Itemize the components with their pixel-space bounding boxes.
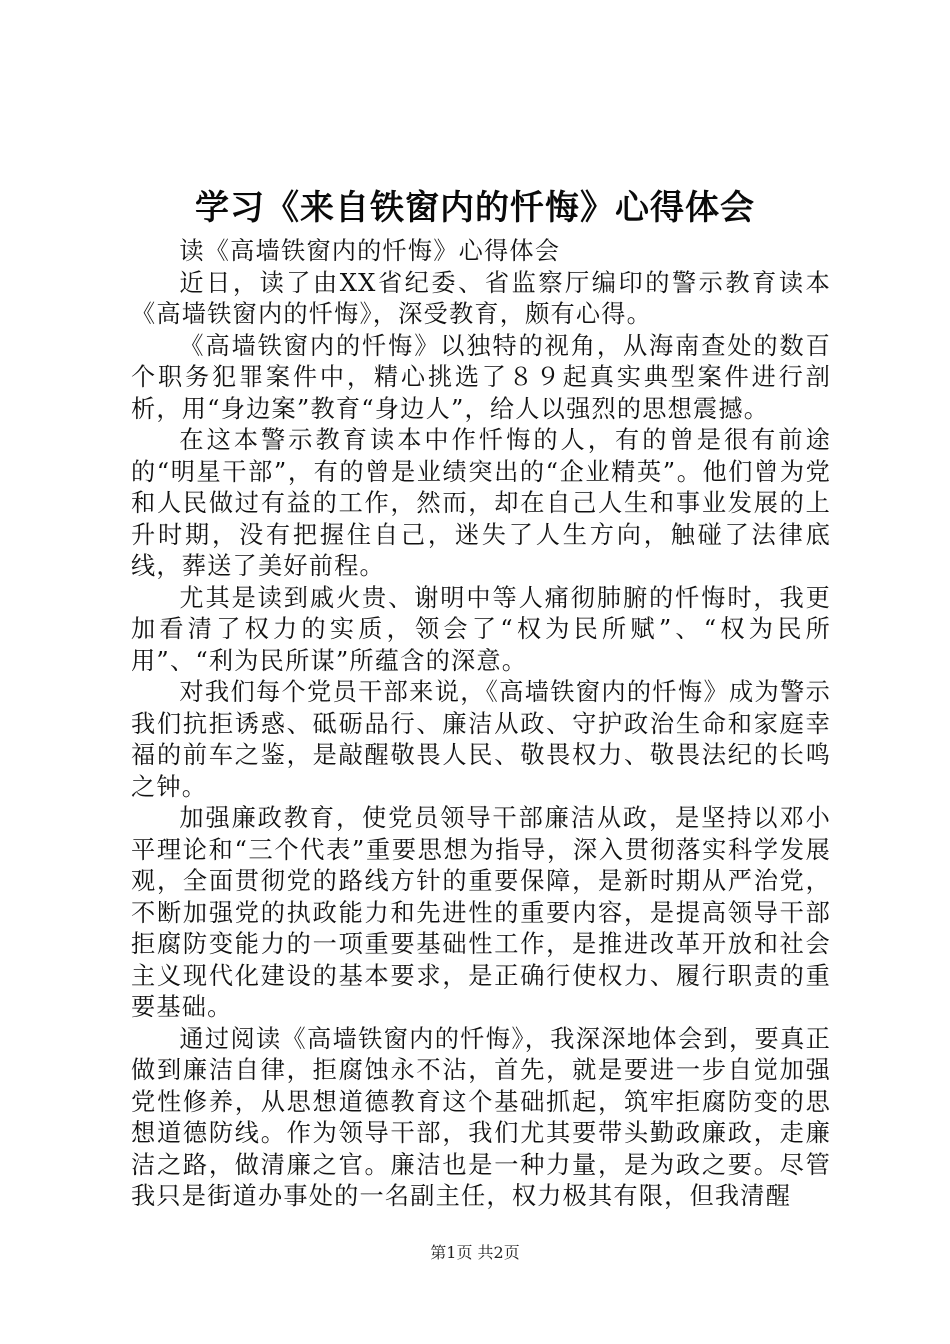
paragraph: 近日，读了由XX省纪委、省监察厅编印的警示教育读本《高墙铁窗内的忏悔》，深受教育，颇有心得。 [131, 268, 831, 328]
paragraph: 在这本警示教育读本中作忏悔的人，有的曾是很有前途的“明星干部”，有的曾是业绩突出的“企业精英”。他们曾为党和人民做过有益的工作，然而，却在自己人生和事业发展的上升时期，没有把握住自己，迷失了人生方向，触碰了法律底线，葬送了美好前程。 [131, 426, 831, 580]
paragraph: 通过阅读《高墙铁窗内的忏悔》，我深深地体会到，要真正做到廉洁自律，拒腐蚀永不沾，首先，就是要进一步自觉加强党性修养，从思想道德教育这个基础抓起，筑牢拒腐防变的思想道德防线。作为领导干部，我们尤其要带头勤政廉政，走廉洁之路，做清廉之官。廉洁也是一种力量，是为政之要。尽管我只是街道办事处的一名副主任，权力极其有限，但我清醒 [131, 1024, 831, 1210]
paragraph: 加强廉政教育，使党员领导干部廉洁从政，是坚持以邓小平理论和“三个代表”重要思想为指导，深入贯彻落实科学发展观，全面贯彻党的路线方针的重要保障，是新时期从严治党，不断加强党的执政能力和先进性的重要内容，是提高领导干部拒腐防变能力的一项重要基础性工作，是推进改革开放和社会主义现代化建设的基本要求，是正确行使权力、履行职责的重要基础。 [131, 804, 831, 1021]
paragraph: 尤其是读到戚火贵、谢明中等人痛彻肺腑的忏悔时，我更加看清了权力的实质，领会了“权为民所赋”、“权为民所用”、“利为民所谋”所蕴含的深意。 [131, 583, 831, 675]
page-number-footer: 第1页 共2页 [430, 1243, 520, 1262]
document-body [131, 236, 831, 1213]
paragraph: 《高墙铁窗内的忏悔》以独特的视角，从海南查处的数百个职务犯罪案件中，精心挑选了８９起真实典型案件进行剖析，用“身边案”教育“身边人”，给人以强烈的思想震撼。 [131, 331, 831, 423]
document-subtitle: 读《高墙铁窗内的忏悔》心得体会 [179, 237, 561, 265]
paragraph: 对我们每个党员干部来说，《高墙铁窗内的忏悔》成为警示我们抗拒诱惑、砥砺品行、廉洁从政、守护政治生命和家庭幸福的前车之鉴，是敲醒敬畏人民、敬畏权力、敬畏法纪的长鸣之钟。 [131, 678, 831, 801]
document-title: 学习《来自铁窗内的忏悔》心得体会 [195, 188, 755, 228]
